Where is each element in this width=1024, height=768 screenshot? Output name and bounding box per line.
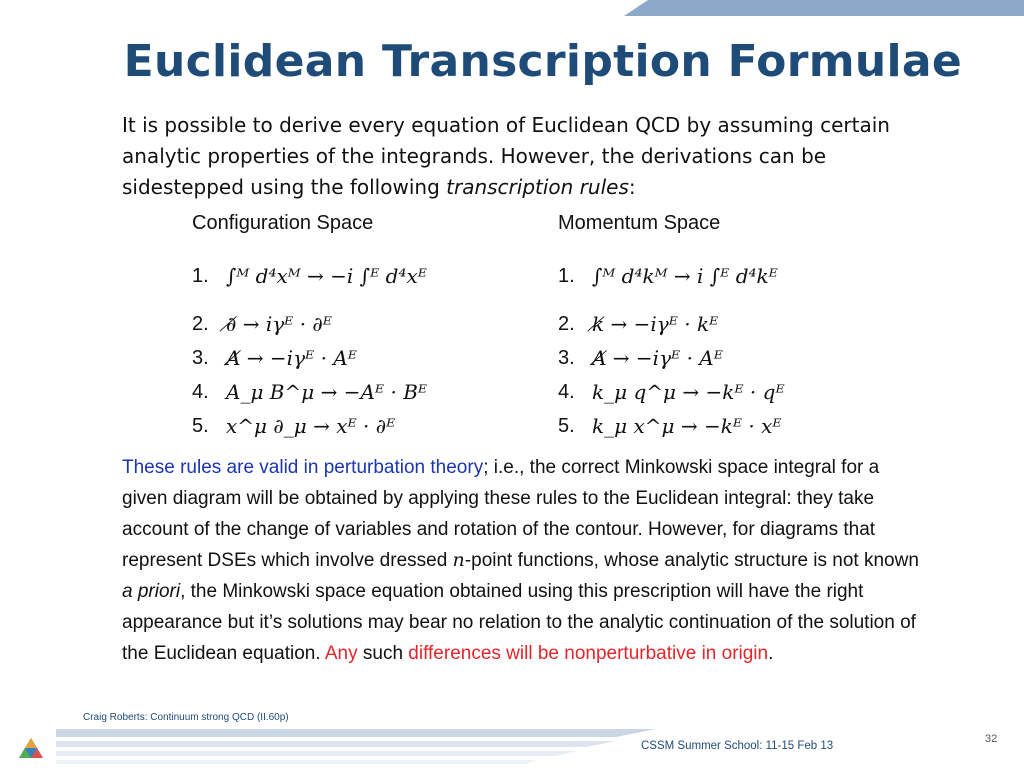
footer-stripes [56, 729, 656, 768]
momentum-space-heading: Momentum Space [558, 212, 721, 234]
config-rule-4 [192, 378, 552, 406]
paragraph-red-any: Any [324, 643, 358, 664]
paragraph-text-1: ; i.e., the correct Minkowski space integral for a given diagram will be obtained by applying these rules to the Euclidean integral: they take account of the change of variables and rotation of the contour. However, for diagrams that represent DSEs which involve dressed [122, 457, 880, 571]
rule-number: 2. [558, 312, 575, 335]
rule-number: 4. [558, 380, 575, 403]
paragraph-text-4: such [357, 643, 409, 664]
paragraph-red-differences: differences will be nonperturbative in origin [408, 643, 769, 664]
config-rule-5 [192, 412, 552, 440]
paragraph-italic: a priori [122, 581, 181, 602]
rule-expression: k_μ x^μ → −kᴱ · xᴱ [592, 414, 782, 438]
momentum-rule-4 [558, 378, 918, 406]
paragraph-n-symbol: n [452, 549, 465, 571]
rule-number: 1. [558, 264, 575, 287]
intro-italic: transcription rules [446, 175, 629, 199]
rule-number: 3. [192, 346, 209, 369]
paragraph-text-2: -point functions, whose analytic structure is not known [464, 550, 919, 571]
intro-end: : [628, 175, 636, 199]
rule-number: 3. [558, 346, 575, 369]
top-decorative-band [624, 0, 1024, 16]
rule-number: 1. [192, 264, 209, 287]
footer-school: CSSM Summer School: 11-15 Feb 13 [641, 740, 834, 752]
config-space-heading: Configuration Space [192, 212, 374, 234]
triangle-logo-icon [18, 737, 44, 759]
momentum-rule-5 [558, 412, 918, 440]
rule-expression: ∂̸ → iγᴱ · ∂ᴱ [226, 312, 332, 336]
config-rule-1 [192, 248, 552, 304]
rule-expression: ∫ᴹ d⁴kᴹ → i ∫ᴱ d⁴kᴱ [592, 264, 778, 288]
config-rule-2 [192, 310, 552, 338]
intro-text [122, 110, 912, 203]
intro-part1: It is possible to derive every equation of Euclidean QCD by assuming certain analytic properties of the integrands. However, the derivations can be sidestepped using the following [122, 113, 890, 199]
rule-expression: A_μ B^μ → −Aᴱ · Bᴱ [226, 380, 428, 404]
rule-number: 5. [192, 414, 209, 437]
momentum-space-column [558, 212, 918, 446]
paragraph-text-5: . [768, 643, 774, 664]
config-rule-3 [192, 344, 552, 372]
rule-number: 2. [192, 312, 209, 335]
rule-number: 5. [558, 414, 575, 437]
config-space-column [192, 212, 552, 446]
paragraph-blue-text: These rules are valid in perturbation theory [122, 457, 484, 478]
rule-expression: ∫ᴹ d⁴xᴹ → −i ∫ᴱ d⁴xᴱ [226, 264, 427, 288]
paragraph-text-3: , the Minkowski space equation obtained using this prescription will have the right appearance but it’s solutions may bear no relation to the analytic continuation of the solution of the Euclidean equation. [122, 581, 916, 664]
footer-author: Craig Roberts: Continuum strong QCD (II.60p) [83, 712, 289, 723]
rule-expression: A̸ → −iγᴱ · Aᴱ [592, 346, 723, 370]
momentum-rule-2 [558, 310, 918, 338]
rule-expression: k̸ → −iγᴱ · kᴱ [592, 312, 719, 336]
slide-title: Euclidean Transcription Formulae [123, 36, 962, 87]
momentum-rule-1 [558, 248, 918, 304]
rules-panel [110, 204, 928, 706]
validity-paragraph [122, 452, 922, 669]
rule-number: 4. [192, 380, 209, 403]
page-number: 32 [985, 733, 998, 745]
rule-expression: k_μ q^μ → −kᴱ · qᴱ [592, 380, 785, 404]
momentum-rule-3 [558, 344, 918, 372]
rule-expression: x^μ ∂_μ → xᴱ · ∂ᴱ [226, 414, 396, 438]
rule-expression: A̸ → −iγᴱ · Aᴱ [226, 346, 357, 370]
